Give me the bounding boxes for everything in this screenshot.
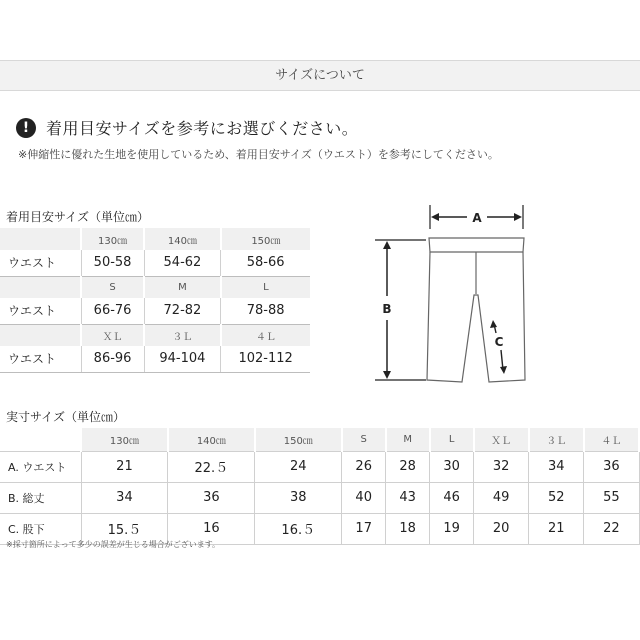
table-cell: 28 bbox=[386, 451, 430, 482]
table-cell: 18 bbox=[386, 513, 430, 544]
waist-range: 78-88 bbox=[221, 298, 310, 324]
shorts-diagram bbox=[370, 200, 550, 390]
size-header: 150㎝ bbox=[221, 228, 310, 250]
table-cell: 55 bbox=[584, 482, 639, 513]
size-header: ＸＬ bbox=[81, 324, 144, 346]
table-cell: 16.５ bbox=[255, 513, 342, 544]
size-guide-header-row bbox=[0, 324, 310, 346]
size-header: L bbox=[221, 276, 310, 298]
table-cell: 38 bbox=[255, 482, 342, 513]
table-row bbox=[0, 451, 639, 482]
size-header: L bbox=[430, 428, 474, 451]
size-guide-header-row bbox=[0, 276, 310, 298]
size-header: S bbox=[342, 428, 386, 451]
waist-range: 102-112 bbox=[221, 346, 310, 372]
waist-range: 86-96 bbox=[81, 346, 144, 372]
table-cell: 20 bbox=[474, 513, 529, 544]
table-cell: 26 bbox=[342, 451, 386, 482]
size-guide-row bbox=[0, 298, 310, 324]
actual-header-row bbox=[0, 428, 639, 451]
size-header: ３Ｌ bbox=[144, 324, 221, 346]
exclamation-icon: ! bbox=[16, 118, 36, 138]
row-label: ウエスト bbox=[0, 346, 81, 372]
size-guide-table bbox=[0, 228, 310, 373]
label-c: C bbox=[494, 335, 504, 349]
size-header: S bbox=[81, 276, 144, 298]
actual-size-table bbox=[0, 428, 640, 545]
size-header: 140㎝ bbox=[168, 428, 255, 451]
size-header: M bbox=[386, 428, 430, 451]
table-cell: 43 bbox=[386, 482, 430, 513]
shorts-outline bbox=[427, 238, 525, 382]
waist-range: 54-62 bbox=[144, 250, 221, 276]
size-header: ４Ｌ bbox=[221, 324, 310, 346]
table-cell: 17 bbox=[342, 513, 386, 544]
table-cell: 36 bbox=[168, 482, 255, 513]
table-cell: 30 bbox=[430, 451, 474, 482]
waist-range: 72-82 bbox=[144, 298, 221, 324]
notice-text: 着用目安サイズを参考にお選びください。 bbox=[46, 119, 359, 138]
table-cell: 34 bbox=[529, 451, 584, 482]
table-cell: 46 bbox=[430, 482, 474, 513]
table-cell: 21 bbox=[529, 513, 584, 544]
size-header: ４Ｌ bbox=[584, 428, 639, 451]
notice-subtext: ※伸縮性に優れた生地を使用しているため、着用目安サイズ（ウエスト）を参考にしてください。 bbox=[18, 148, 499, 161]
row-label: ウエスト bbox=[0, 250, 81, 276]
waist-range: 50-58 bbox=[81, 250, 144, 276]
size-header: 130㎝ bbox=[81, 428, 168, 451]
size-guide-header-row bbox=[0, 228, 310, 250]
table-cell: 52 bbox=[529, 482, 584, 513]
size-header: ３Ｌ bbox=[529, 428, 584, 451]
size-guide-title: 着用目安サイズ（単位㎝） bbox=[6, 210, 150, 224]
table-cell: 19 bbox=[430, 513, 474, 544]
table-cell: 34 bbox=[81, 482, 168, 513]
table-cell: 24 bbox=[255, 451, 342, 482]
table-row bbox=[0, 482, 639, 513]
size-header: ＸＬ bbox=[474, 428, 529, 451]
waist-range: 66-76 bbox=[81, 298, 144, 324]
size-header: 150㎝ bbox=[255, 428, 342, 451]
waist-range: 58-66 bbox=[221, 250, 310, 276]
table-cell: 22 bbox=[584, 513, 639, 544]
row-label: A. ウエスト bbox=[0, 451, 81, 482]
table-cell: 21 bbox=[81, 451, 168, 482]
section-title-bar bbox=[0, 60, 640, 91]
size-header: M bbox=[144, 276, 221, 298]
table-cell: 36 bbox=[584, 451, 639, 482]
page-title: サイズについて bbox=[275, 68, 365, 83]
row-label: ウエスト bbox=[0, 298, 81, 324]
footnote: ※採寸箇所によって多少の誤差が生じる場合がございます。 bbox=[6, 540, 221, 549]
size-header: 140㎝ bbox=[144, 228, 221, 250]
table-cell: 40 bbox=[342, 482, 386, 513]
table-cell: 32 bbox=[474, 451, 529, 482]
label-b: B bbox=[382, 302, 392, 316]
label-a: A bbox=[472, 211, 482, 225]
table-cell: 16 bbox=[168, 513, 255, 544]
table-cell: 15.５ bbox=[81, 513, 168, 544]
notice bbox=[16, 116, 358, 139]
table-cell: 49 bbox=[474, 482, 529, 513]
size-guide-row bbox=[0, 250, 310, 276]
table-cell: 22.５ bbox=[168, 451, 255, 482]
row-label: B. 総丈 bbox=[0, 482, 81, 513]
row-label: C. 股下 bbox=[0, 513, 81, 544]
size-guide-row bbox=[0, 346, 310, 372]
actual-size-title: 実寸サイズ（単位㎝） bbox=[6, 410, 126, 424]
waist-range: 94-104 bbox=[144, 346, 221, 372]
size-header: 130㎝ bbox=[81, 228, 144, 250]
